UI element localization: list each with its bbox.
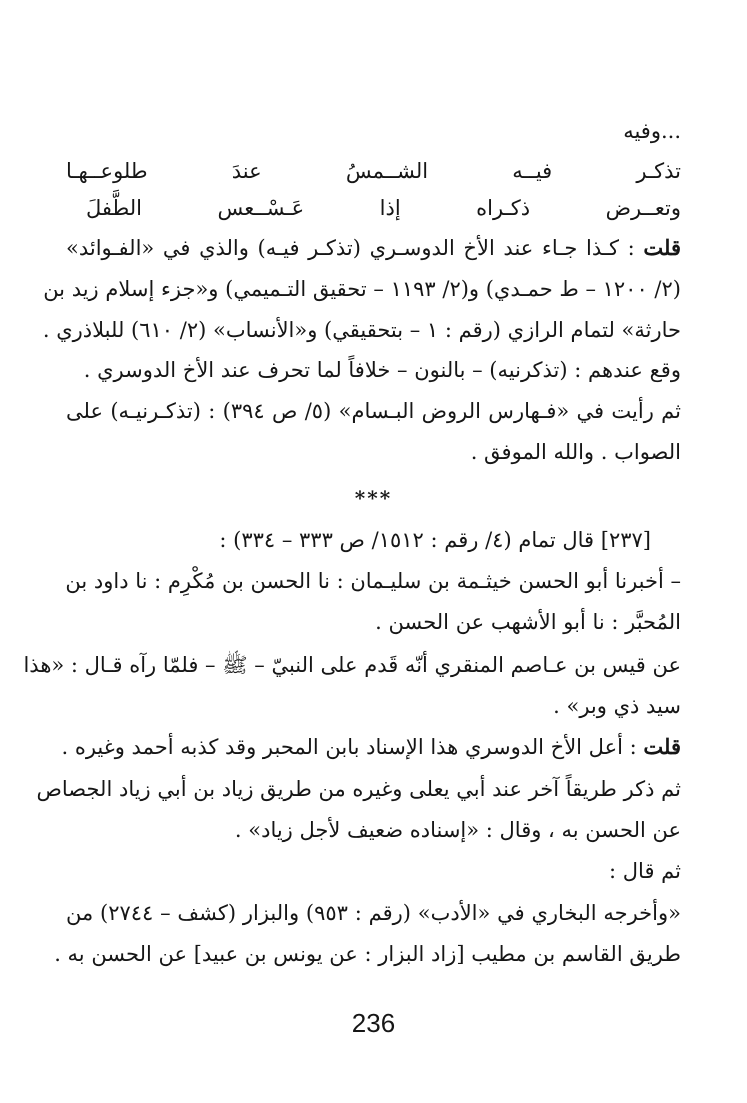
section-divider: *** — [354, 486, 393, 510]
verse-line: وتعــرض ذكـراه إذا عَـسْــعس الطَّفلَ — [86, 196, 681, 220]
paragraph-line: وقع عندهم : (تذكرنيه) – بالنون – خلافاً لما تحرف عند الأخ الدوسري . — [83, 358, 681, 382]
paragraph-line: (٢/ ١٢٠٠ – ط حمـدي) و(٢/ ١١٩٣ – تحقيق التـميمي) و«جزء إسلام زيد بن — [43, 277, 681, 301]
paragraph-line: سيد ذي وبر» . — [553, 694, 681, 718]
verse-line: تذكـر فيــه الشــمسُ عندَ طلوعــهـا — [66, 159, 681, 183]
paragraph-line: عن الحسن به ، وقال : «إسناده ضعيف لأجل زياد» . — [234, 818, 681, 842]
paragraph-line: «وأخرجه البخاري في «الأدب» (رقم : ٩٥٣) والبزار (كشف – ٢٧٤٤) من — [66, 901, 681, 925]
paragraph-line — [66, 233, 681, 263]
paragraph-line: ثم ذكر طريقاً آخر عند أبي يعلى وغيره من طريق زياد بن أبي زياد الجصاص — [36, 777, 681, 801]
paragraph-line: – أخبرنا أبو الحسن خيثـمة بن سليـمان : نا الحسن بن مُكْرِم : نا داود بن — [65, 569, 681, 593]
qult-keyword: قلت — [643, 734, 681, 759]
paragraph-line: [٢٣٧] قال تمام (٤/ رقم : ١٥١٢/ ص ٣٣٣ – ٣٣٤) : — [219, 528, 651, 552]
paragraph-line: طريق القاسم بن مطيب [زاد البزار : عن يونس بن عبيد] عن الحسن به . — [54, 942, 681, 966]
paragraph-line: الصواب . والله الموفق . — [470, 440, 681, 464]
paragraph-line: حارثة» لتمام الرازي (رقم : ١ – بتحقيقي) و«الأنساب» (٢/ ٦١٠) للبلاذري . — [42, 318, 681, 342]
paragraph-line: ثم قال : — [609, 859, 681, 883]
paragraph-line: عن قيس بن عـاصم المنقري أنّه قَدم على النبيّ – ﷺ – فلمّا رآه قـال : «هذا — [23, 653, 681, 677]
text-span: : كـذا جـاء عند الأخ الدوسـري (تذكـر فيـه) والذي في «الفـوائد» — [66, 236, 644, 260]
text-line: ...وفيه — [623, 119, 681, 143]
qult-keyword: قلت — [643, 235, 681, 260]
text-span: : أعل الأخ الدوسري هذا الإسناد بابن المحبر وقد كذبه أحمد وغيره . — [61, 735, 644, 759]
paragraph-line — [61, 732, 681, 762]
paragraph-line: ثم رأيت في «فـهارس الروض البـسام» (٥/ ص ٣٩٤) : (تذكـرنيـه) على — [66, 399, 681, 423]
paragraph-line: المُحبَّر : نا أبو الأشهب عن الحسن . — [375, 610, 681, 634]
page-number: 236 — [351, 1008, 396, 1038]
